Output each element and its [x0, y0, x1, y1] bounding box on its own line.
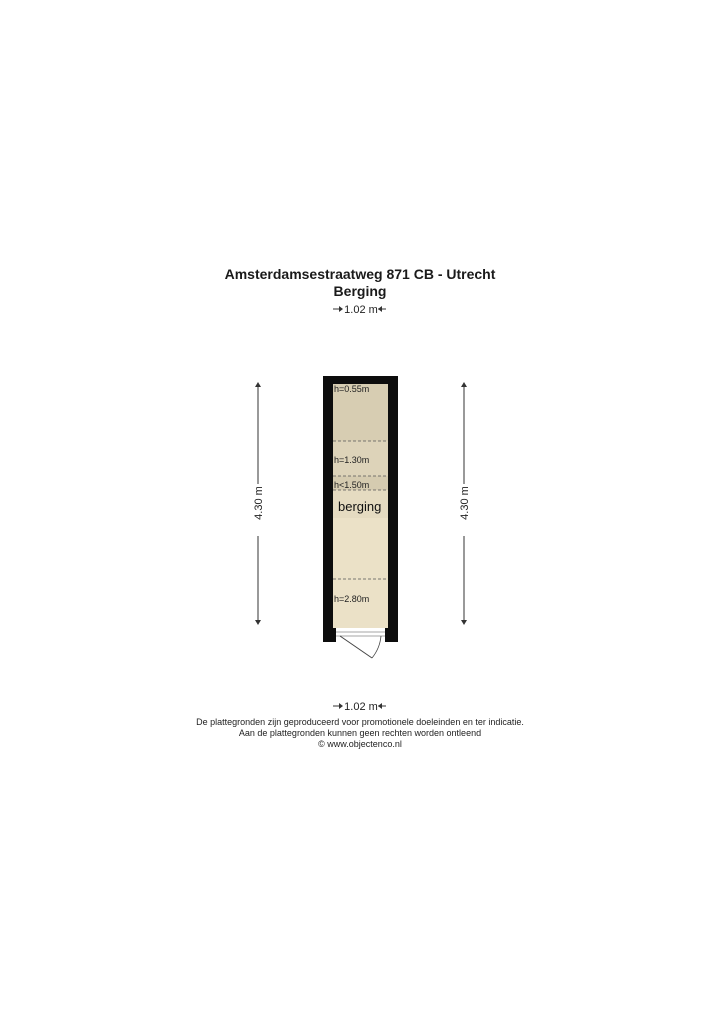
right-depth-label: 4.30 m [459, 486, 471, 520]
plan-title-floor: Berging [333, 283, 387, 299]
door-opening [335, 628, 386, 642]
plan-title-address: Amsterdamsestraatweg 871 CB - Utrecht [224, 266, 496, 282]
height-label: h=0.55m [334, 384, 370, 394]
right-depth-dimension [459, 382, 471, 625]
top-width-label: 1.02 m [344, 304, 378, 316]
height-label: h<1.50m [334, 480, 370, 490]
bottom-width-dimension [333, 701, 386, 713]
left-depth-label: 4.30 m [253, 486, 265, 520]
height-label: h=1.30m [334, 455, 370, 465]
disclaimer-line: De plattegronden zijn geproduceerd voor promotionele doeleinden en ter indicatie. [196, 717, 524, 727]
storage-room [323, 376, 398, 658]
disclaimer-line: Aan de plattegronden kunnen geen rechten worden ontleend [238, 728, 482, 738]
bottom-width-label: 1.02 m [344, 701, 378, 713]
copyright-line: © www.objectenco.nl [318, 739, 402, 749]
top-width-dimension [333, 304, 386, 316]
left-depth-dimension [253, 382, 265, 625]
room-name: berging [338, 499, 382, 514]
height-label: h=2.80m [334, 594, 370, 604]
